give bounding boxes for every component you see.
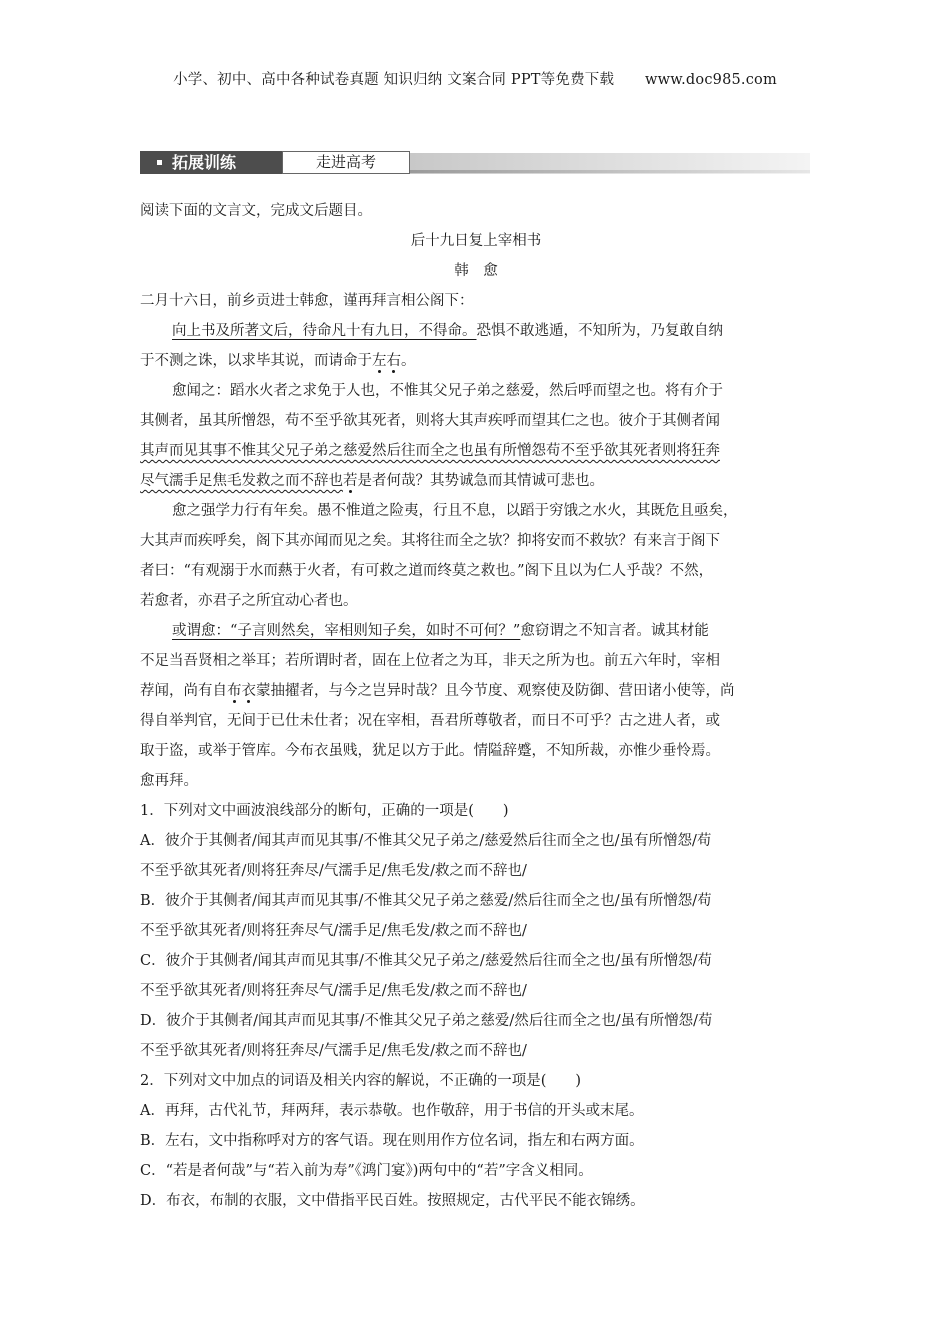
- text-line: 其侧者，虽其所憎怨，苟不至乎欲其死者，则将大其声疾呼而望其仁之也。彼介于其侧者闻: [140, 413, 720, 429]
- instruction: 阅读下面的文言文，完成文后题目。: [140, 203, 372, 219]
- text-line: 者曰：“有观溺于水而爇于火者，有可救之道而终莫之救也。”阁下且以为仁人乎哉？不然，: [140, 563, 714, 579]
- banner-gradient-bar: [410, 153, 810, 174]
- paragraph-4: [140, 616, 812, 796]
- text-line: 或谓愈：“子言则然矣，宰相则知子矣，如时不可何？”愈窃谓之不知言者。诚其材能: [172, 623, 709, 639]
- essay-title: 后十九日复上宰相书: [410, 233, 542, 249]
- text-line: 大其声而疾呼矣，阁下其亦闻而见之矣。其将往而全之欤？抑将安而不救欤？有来言于阁下: [140, 533, 720, 549]
- underlined-sentence: 向上书及所著文后，待命凡十有九日，不得命。: [172, 323, 477, 339]
- question-2: [140, 1066, 812, 1216]
- banner-label-expand-training: 拓展训练: [140, 151, 282, 174]
- paragraph-1: [140, 316, 812, 376]
- text-line: 于不测之诛，以求毕其说，而请命于左右。: [140, 353, 416, 369]
- option-c-cont: 不至乎欲其死者/则将狂奔尽气/濡手足/焦毛发/救之而不辞也/: [140, 983, 527, 999]
- wavy-underlined-text: 尽气濡手足焦毛发救之而不辞也: [140, 473, 343, 489]
- dotted-char: 若: [343, 473, 358, 489]
- text-line: 尽气濡手足焦毛发救之而不辞也若是者何哉？其势诚急而其情诚可悲也。: [140, 473, 604, 489]
- dotted-char: 布: [227, 683, 242, 699]
- dotted-char: 左: [372, 353, 387, 369]
- option-d: D．布衣，布制的衣服，文中借指平民百姓。按照规定，古代平民不能衣锦绣。: [140, 1193, 645, 1209]
- underlined-sentence: 或谓愈：“子言则然矣，宰相则知子矣，如时不可何？”: [172, 623, 521, 639]
- section-banner: [140, 151, 810, 176]
- paragraph-3: [140, 496, 812, 616]
- option-b: B．左右，文中指称呼对方的客气语。现在则用作方位名词，指左和右两方面。: [140, 1133, 644, 1149]
- text-line: 愈之强学力行有年矣。愚不惟道之险夷，行且不息，以蹈于穷饿之水火，其既危且亟矣，: [172, 503, 738, 519]
- text-line: 取于盗，或举于管库。今布衣虽贱，犹足以方于此。情隘辞蹙，不知所裁，亦惟少垂怜焉。: [140, 743, 720, 759]
- option-b: B．彼介于其侧者/闻其声而见其事/不惟其父兄子弟之慈爱/然后往而全之也/虽有所憎怨/苟: [140, 893, 712, 909]
- text-line: 向上书及所著文后，待命凡十有九日，不得命。恐惧不敢逃遁，不知所为，乃复敢自纳: [172, 323, 723, 339]
- text-line: 若愈者，亦君子之所宜动心者也。: [140, 593, 358, 609]
- dotted-char: 右: [386, 353, 401, 369]
- question-stem: 1．下列对文中画波浪线部分的断句，正确的一项是( ): [140, 803, 509, 819]
- essay-author: 韩 愈: [454, 263, 498, 279]
- option-a: A．再拜，古代礼节，拜两拜，表示恭敬。也作敬辞，用于书信的开头或末尾。: [140, 1103, 644, 1119]
- option-b-cont: 不至乎欲其死者/则将狂奔尽气/濡手足/焦毛发/救之而不辞也/: [140, 923, 527, 939]
- option-a: A．彼介于其侧者/闻其声而见其事/不惟其父兄子弟之/慈爱然后往而全之也/虽有所憎怨/苟: [140, 833, 712, 849]
- text-line: 荐闻，尚有自布衣蒙抽擢者，与今之岂异时哉？且今节度、观察使及防御、营田诸小使等，尚: [140, 683, 735, 699]
- page-header: [0, 68, 950, 89]
- header-text: 小学、初中、高中各种试卷真题 知识归纳 文案合同 PPT等免费下载: [173, 72, 615, 88]
- option-a-cont: 不至乎欲其死者/则将狂奔尽/气濡手足/焦毛发/救之而不辞也/: [140, 863, 527, 879]
- option-c: C．彼介于其侧者/闻其声而见其事/不惟其父兄子弟之/慈爱然后往而全之也/虽有所憎怨/苟: [140, 953, 713, 969]
- header-url[interactable]: www.doc985.com: [644, 72, 777, 88]
- paragraph-2: [140, 376, 812, 496]
- document-body: [140, 196, 812, 1216]
- text-line: 不足当吾贤相之举耳；若所谓时者，固在上位者之为耳，非天之所为也。前五六年时，宰相: [140, 653, 720, 669]
- text-line: 愈再拜。: [140, 773, 198, 789]
- option-d-cont: 不至乎欲其死者/则将狂奔尽/气濡手足/焦毛发/救之而不辞也/: [140, 1043, 527, 1059]
- text-line: 愈闻之：蹈水火者之求免于人也，不惟其父兄子弟之慈爱，然后呼而望之也。将有介于: [172, 383, 723, 399]
- banner-label-gaokao: 走进高考: [282, 151, 410, 174]
- text-line: [140, 436, 812, 466]
- option-c: C．“若是者何哉”与“若入前为寿”《鸿门宴》)两句中的“若”字含义相同。: [140, 1163, 593, 1179]
- question-1: [140, 796, 812, 1066]
- option-d: D．彼介于其侧者/闻其声而见其事/不惟其父兄子弟之慈爱/然后往而全之也/虽有所憎怨/苟: [140, 1013, 713, 1029]
- text-line: 得自举判官，无间于已仕未仕者；况在宰相，吾君所尊敬者，而日不可乎？古之进人者，或: [140, 713, 720, 729]
- dotted-char: 衣: [241, 683, 256, 699]
- essay-salutation: 二月十六日，前乡贡进士韩愈，谨再拜言相公阁下：: [140, 293, 474, 309]
- question-stem: 2．下列对文中加点的词语及相关内容的解说，不正确的一项是( ): [140, 1073, 582, 1089]
- wavy-underlined-text: 其声而见其事不惟其父兄子弟之慈爱然后往而全之也虽有所憎怨苟不至乎欲其死者则将狂奔: [140, 443, 720, 459]
